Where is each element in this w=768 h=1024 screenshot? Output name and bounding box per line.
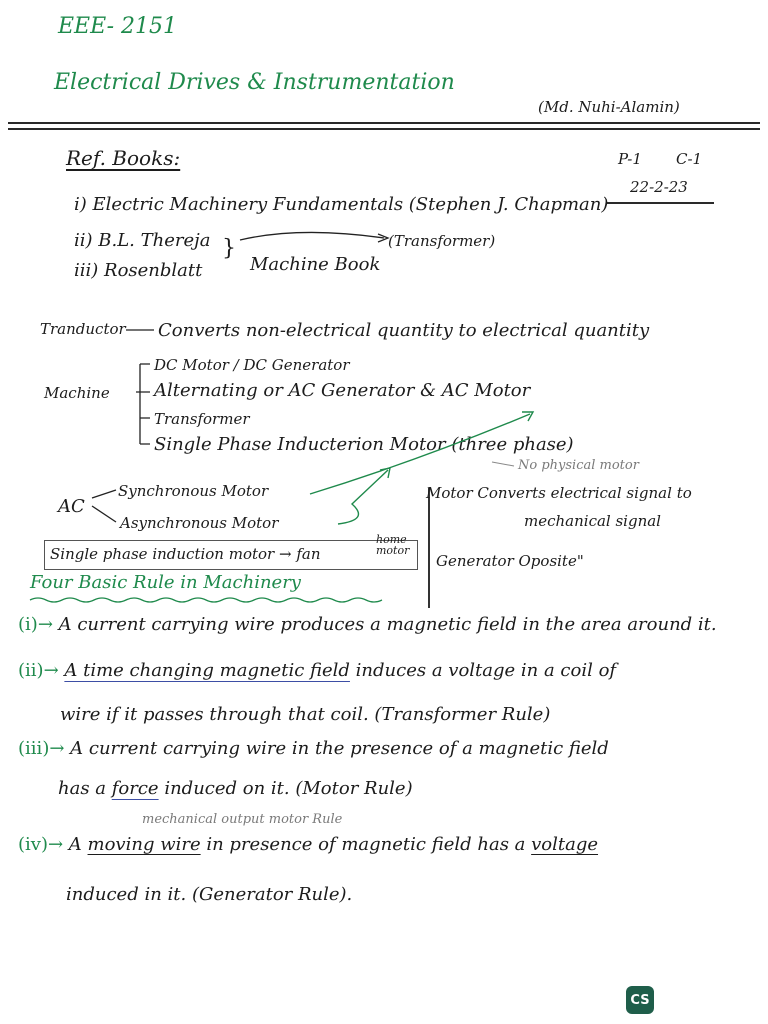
machine-type-item: Transformer: [154, 410, 250, 428]
synchronous-link-arrow: [310, 414, 530, 494]
motor-definition-line1: Motor Converts electrical signal to: [426, 484, 692, 502]
lecture-date: 22-2-23: [630, 178, 688, 196]
time-changing-field-phrase: A time changing magnetic field: [64, 660, 350, 681]
rule-number: (ii)→: [18, 660, 65, 681]
voltage-word: voltage: [531, 834, 599, 855]
machine-label: Machine: [44, 384, 110, 402]
machine-type-item: Single Phase Inducterion Motor (three phase): [154, 434, 574, 455]
rule-number: (iii)→: [18, 738, 71, 759]
course-code: EEE- 2151: [58, 14, 178, 39]
ref-book-item: iii) Rosenblatt: [74, 260, 203, 281]
machine-bracket: [136, 364, 150, 444]
no-physical-motor-note: No physical motor: [518, 458, 639, 473]
ref-books-heading: Ref. Books:: [66, 146, 181, 170]
asynchronous-link-arrow: [338, 470, 388, 524]
rule-number: (iv)→: [18, 834, 69, 855]
ref-book-item: ii) B.L. Thereja: [74, 230, 211, 251]
single-phase-note: Single phase induction motor → fan: [50, 545, 321, 563]
fan-label: fan: [296, 545, 321, 563]
rule-item-ii: (ii)→ A time changing magnetic field induces a voltage in a coil of: [18, 660, 617, 681]
transducer-label: Tranductor: [40, 320, 126, 338]
machine-type-item: Alternating or AC Generator & AC Motor: [154, 380, 531, 401]
rule-number: (i)→: [18, 614, 59, 635]
ac-label: AC: [58, 496, 85, 517]
class-number: C-1: [676, 150, 703, 168]
ref-book-item: i) Electric Machinery Fundamentals (Stephen J. Chapman): [74, 194, 609, 215]
rule-item-i: (i)→ A current carrying wire produces a magnetic field in the area around it.: [18, 614, 717, 635]
transformer-note: (Transformer): [388, 232, 496, 250]
no-physical-arrow: [492, 462, 514, 466]
four-rules-heading: Four Basic Rule in Machinery: [30, 572, 301, 593]
rule-item-iv: (iv)→ A moving wire in presence of magnetic field has a voltage: [18, 834, 599, 855]
rule-item-ii-line2: wire if it passes through that coil. (Transformer Rule): [60, 704, 551, 725]
course-title: Electrical Drives & Instrumentation: [54, 70, 455, 95]
camscanner-logo: CS: [626, 986, 654, 1014]
moving-wire-phrase: moving wire: [87, 834, 201, 855]
page-number: P-1: [618, 150, 642, 168]
thereja-arrow: [240, 232, 384, 240]
mechanical-output-note: mechanical output motor Rule: [142, 812, 343, 827]
motor-definition-line2: mechanical signal: [524, 512, 661, 530]
transducer-definition: Converts non-electrical quantity to electrical quantity: [158, 320, 650, 341]
machine-book-label: Machine Book: [250, 254, 381, 275]
rule-item-iv-line2: induced in it. (Generator Rule).: [66, 884, 353, 905]
force-word: force: [111, 778, 159, 799]
machine-type-item: DC Motor / DC Generator: [154, 356, 350, 374]
rule-item-iii: (iii)→ A current carrying wire in the presence of a magnetic field: [18, 738, 609, 759]
author-name: (Md. Nuhi-Alamin): [538, 98, 680, 116]
home-motor-note: home motor: [376, 533, 410, 557]
brace-glyph: }: [222, 236, 236, 261]
ac-bracket: [92, 490, 116, 522]
generator-definition: Generator Oposite": [436, 552, 584, 570]
heading-wavy-underline: [30, 598, 382, 602]
ac-type-item: Asynchronous Motor: [120, 514, 279, 532]
rule-item-iii-line2: has a force induced on it. (Motor Rule): [58, 778, 413, 799]
ac-type-item: Synchronous Motor: [118, 482, 269, 500]
